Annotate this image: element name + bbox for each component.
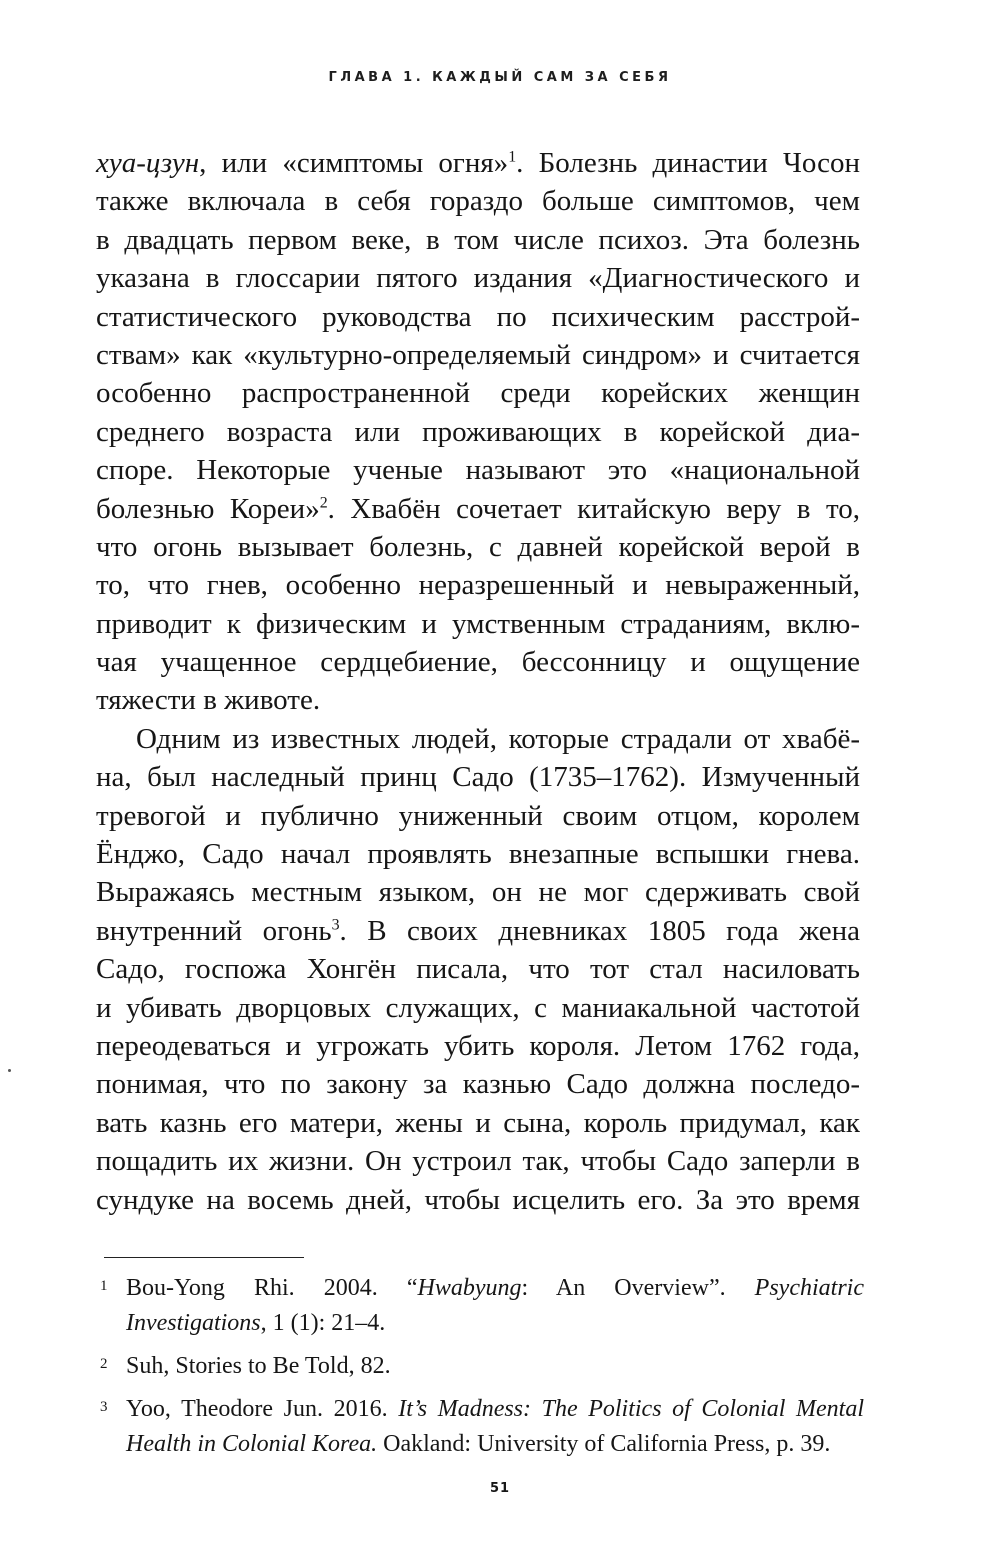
footnote-line: Suh, Stories to Be Told, 82. <box>126 1353 391 1379</box>
text-line: тревогой и публично униженный своим отцом, королем <box>96 799 860 832</box>
text-line: ствам» как «культурно-определяемый синдром» и считается <box>96 338 860 371</box>
italic-title: Investigations <box>126 1310 261 1336</box>
text-run: . Болезнь династии Чосон <box>516 147 860 179</box>
paragraph-2 <box>96 720 860 1219</box>
scan-speck <box>8 1069 11 1072</box>
text-line: тяжести в животе. <box>96 684 321 717</box>
text-line: статистического руководства по психическим расстрой- <box>96 300 860 333</box>
footnote-number: 3 <box>100 1399 108 1415</box>
text-line: Одним из известных людей, которые страдали от хвабё- <box>136 722 860 755</box>
text-line: сундуке на восемь дней, чтобы исцелить его. За это время <box>96 1183 860 1216</box>
text-run: . В своих дневниках 1805 года жена <box>339 914 860 947</box>
page-number: 51 <box>489 1481 511 1496</box>
text-line: то, что гнев, особенно неразрешенный и невыраженный, <box>96 569 860 602</box>
text-line: понимая, что по закону за казнью Садо должна последо- <box>96 1068 860 1101</box>
text-line: Садо, госпожа Хонгён писала, что тот стал насиловать <box>96 953 860 986</box>
text-line: пощадить их жизни. Он устроил так, чтобы Садо заперли в <box>96 1145 860 1178</box>
footnote-3 <box>96 1392 864 1462</box>
italic-title: Psychiatric <box>754 1275 864 1301</box>
italic-term: хуа-цзун <box>96 147 200 179</box>
text-line: чая учащенное сердцебиение, бессонницу и ощущение <box>96 646 860 679</box>
text-line: особенно распространенной среди корейских женщин <box>96 377 860 410</box>
footnote-ref[interactable]: 1 <box>508 148 517 166</box>
text-line: в двадцать первом веке, в том числе психоз. Эта болезнь <box>96 223 860 256</box>
paragraph-1 <box>96 144 860 720</box>
text-run: внутренний огонь <box>96 914 332 947</box>
text-run: , 1 (1): 21–4. <box>260 1310 386 1336</box>
text-line <box>96 144 860 182</box>
footnote-2 <box>96 1349 864 1384</box>
footnote-line <box>126 1392 864 1427</box>
footnote-ref[interactable]: 3 <box>331 916 340 934</box>
text-line: и убивать дворцовых служащих, с маниакальной частотой <box>96 991 860 1024</box>
text-line: Ёнджо, Садо начал проявлять внезапные вспышки гнева. <box>96 838 860 871</box>
text-line: на, был наследный принц Садо (1735–1762). Измученный <box>96 761 860 794</box>
text-run: Bou-Yong Rhi. 2004. “ <box>126 1275 418 1301</box>
running-head: ГЛАВА 1. КАЖДЫЙ САМ ЗА СЕБЯ <box>328 70 672 85</box>
text-run: Oakland: University of California Press, p. 39. <box>377 1431 831 1457</box>
text-line <box>96 490 860 528</box>
text-line: среднего возраста или проживающих в корейской диа- <box>96 415 860 448</box>
text-line: также включала в себя гораздо больше симптомов, чем <box>96 185 860 218</box>
footnote-number: 1 <box>100 1278 108 1294</box>
text-run: , или «симптомы огня» <box>199 147 509 179</box>
footnote-line <box>126 1271 864 1306</box>
footnotes <box>96 1271 864 1470</box>
footnote-line <box>126 1306 864 1341</box>
text-run: : An Overview”. <box>521 1275 755 1301</box>
text-run: Yoo, Theodore Jun. 2016. <box>126 1396 399 1422</box>
text-line: переодеваться и угрожать убить короля. Летом 1762 года, <box>96 1029 860 1062</box>
italic-title: It’s Madness: The Politics of Colonial Mental <box>398 1396 865 1422</box>
footnote-divider <box>104 1257 304 1258</box>
text-line: приводит к физическим и умственным страданиям, вклю- <box>96 607 860 640</box>
footnote-ref[interactable]: 2 <box>319 493 328 511</box>
text-run: . Хвабён сочетает китайскую веру в то, <box>327 492 861 525</box>
footnote-number: 2 <box>100 1356 108 1372</box>
body-text <box>96 144 860 1219</box>
text-line: что огонь вызывает болезнь, с давней корейской верой в <box>96 530 860 563</box>
text-line: указана в глоссарии пятого издания «Диагностического и <box>96 262 860 295</box>
italic-title: Health in Colonial Korea. <box>126 1431 378 1457</box>
italic-title: Hwabyung <box>417 1275 522 1301</box>
text-line <box>96 912 860 950</box>
text-line: споре. Некоторые ученые называют это «национальной <box>96 454 860 487</box>
footnote-line <box>126 1427 864 1462</box>
text-run: болезнью Кореи» <box>96 492 320 525</box>
text-line: Выражаясь местным языком, он не мог сдерживать свой <box>96 876 860 909</box>
footnote-1 <box>96 1271 864 1341</box>
text-line: вать казнь его матери, жены и сына, король придумал, как <box>96 1106 860 1139</box>
